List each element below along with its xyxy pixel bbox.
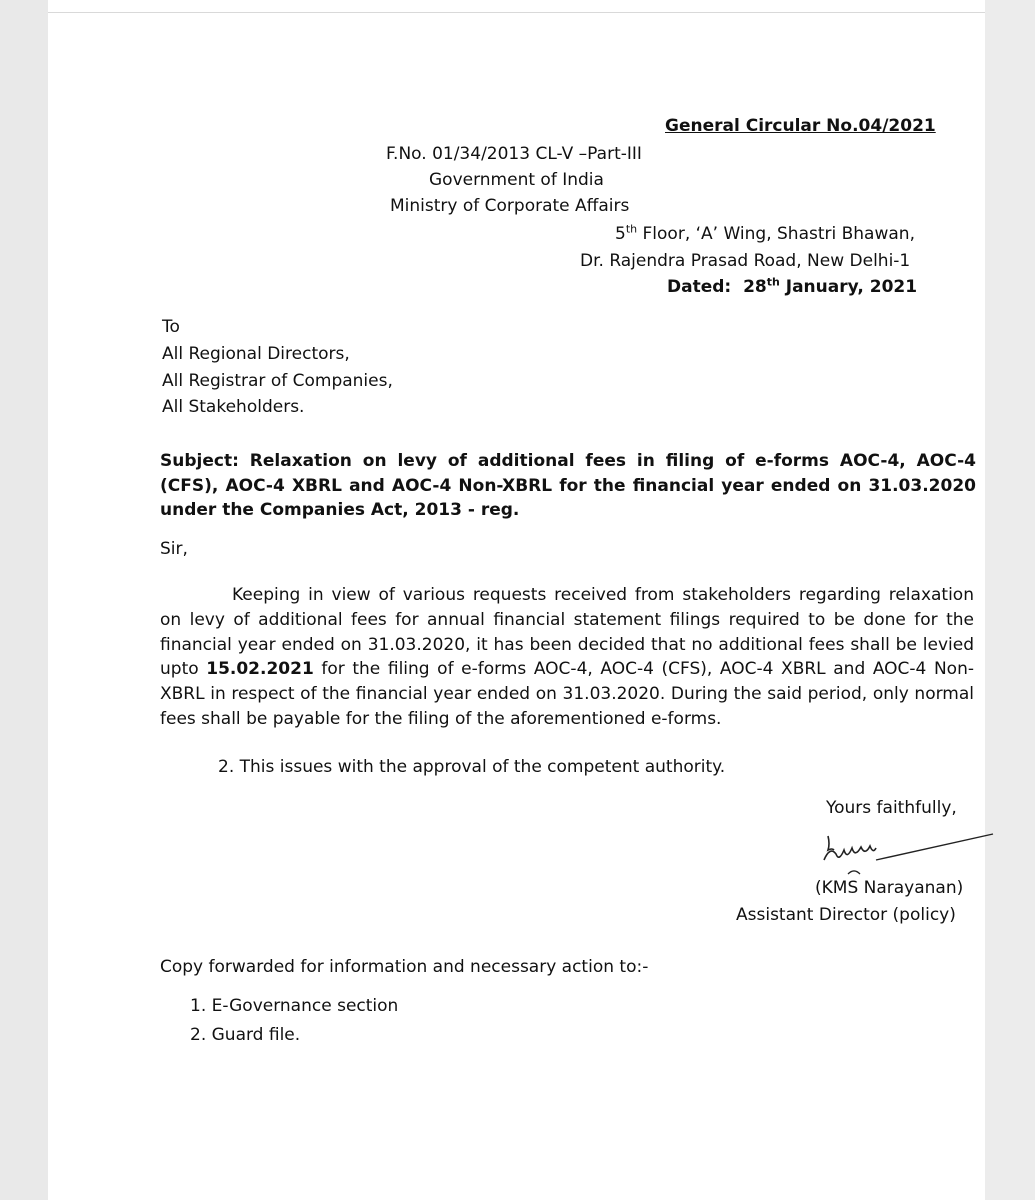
- file-number: F.No. 01/34/2013 CL-V –Part-III: [386, 144, 642, 164]
- top-rule: [48, 12, 985, 13]
- signatory-designation: Assistant Director (policy): [736, 905, 956, 925]
- yours-faithfully: Yours faithfully,: [826, 798, 957, 818]
- body-paragraph-1: Keeping in view of various requests received from stakeholders regarding relaxation on levy of additional fees for annual financial statement filings required to be done for the financial year ended on 31.03.2020, it has been decided that no additional fees shall be levied upto 15.02.2021 for the filing of e-forms AOC-4, AOC-4 (CFS), AOC-4 XBRL and AOC-4 Non-XBRL in respect of the financial year ended on 31.03.2020. During the said period, only normal fees shall be payable for the filing of the aforementioned e-forms.: [160, 585, 974, 729]
- copy-list-item: 2. Guard file.: [190, 1025, 301, 1045]
- document-page: [48, 0, 985, 1200]
- subject-block: Subject: Relaxation on levy of additional fees in filing of e-forms AOC-4, AOC-4 (CFS), AOC-4 XBRL and AOC-4 Non-XBRL for the financial year ended on 31.03.2020 under the Companies Act, 2013 - reg.: [160, 451, 976, 520]
- address-line-1: 5th Floor, ‘A’ Wing, Shastri Bhawan,: [615, 222, 915, 244]
- left-margin: [0, 0, 48, 1200]
- body-paragraph-2: 2. This issues with the approval of the competent authority.: [218, 757, 726, 777]
- recipient-line: All Stakeholders.: [162, 397, 305, 417]
- to-label: To: [162, 317, 180, 337]
- recipient-line: All Registrar of Companies,: [162, 371, 393, 391]
- circular-number: General Circular No.04/2021: [665, 116, 936, 136]
- copy-forwarded-intro: Copy forwarded for information and necessary action to:-: [160, 957, 649, 977]
- dated-line: Dated: 28th January, 2021: [667, 275, 918, 297]
- recipient-line: All Regional Directors,: [162, 344, 350, 364]
- salutation: Sir,: [160, 539, 188, 559]
- signatory-name: (KMS Narayanan): [815, 878, 964, 898]
- ministry-line: Ministry of Corporate Affairs: [390, 196, 630, 216]
- address-line-2: Dr. Rajendra Prasad Road, New Delhi-1: [580, 251, 911, 271]
- copy-list-item: 1. E-Governance section: [190, 996, 399, 1016]
- right-margin: [985, 0, 1035, 1200]
- government-line: Government of India: [429, 170, 604, 190]
